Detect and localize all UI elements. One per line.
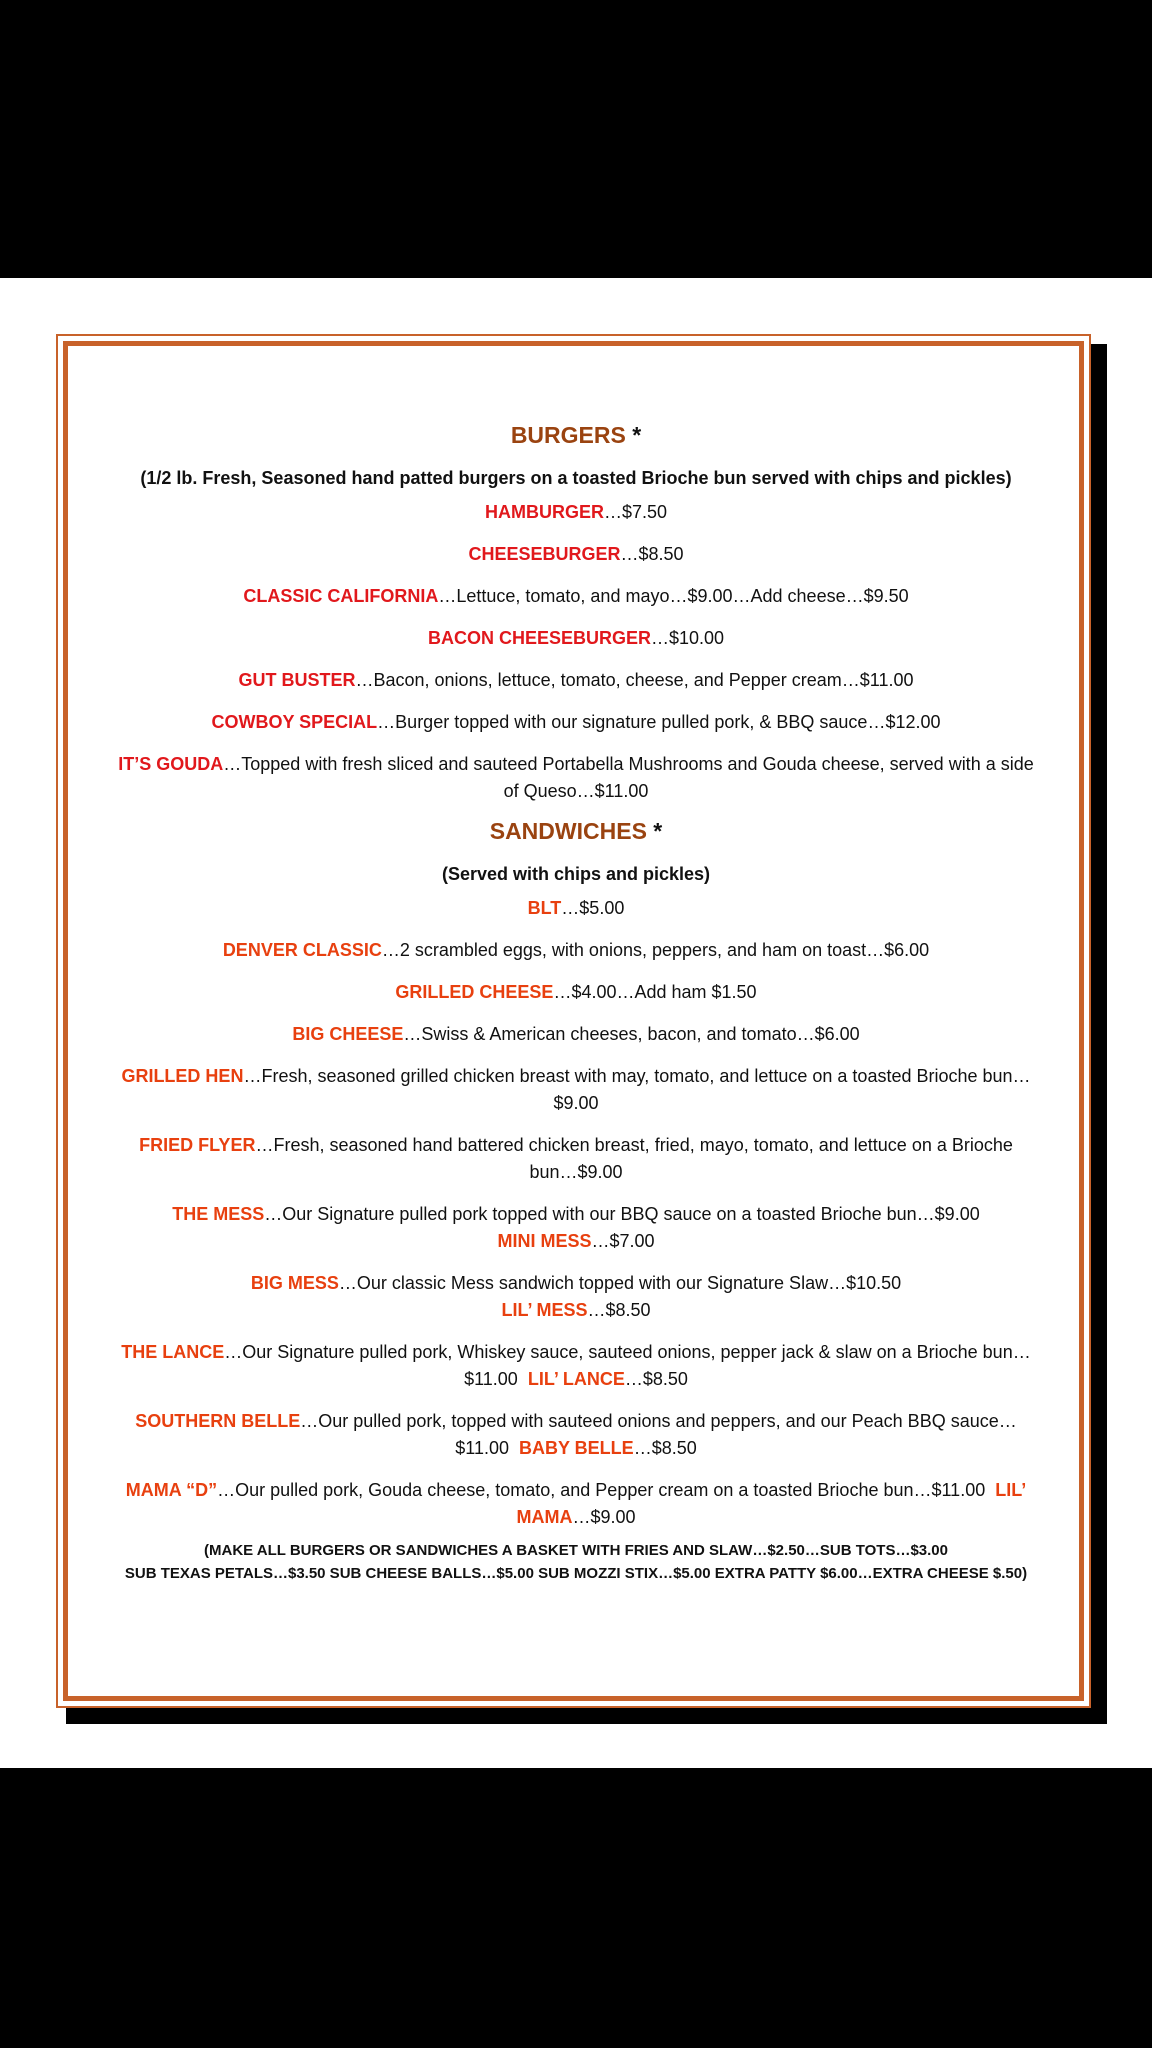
item-desc: …Swiss & American cheeses, bacon, and tomato…$6.00 xyxy=(403,1024,860,1044)
item-name: BACON CHEESEBURGER xyxy=(427,628,651,648)
item-name: DENVER CLASSIC xyxy=(222,940,382,960)
item-name: CLASSIC CALIFORNIA xyxy=(243,586,439,606)
menu-item-mama-d xyxy=(118,1477,1034,1531)
item-name: MAMA “D” xyxy=(125,1480,218,1500)
item-desc: …Our classic Mess sandwich topped with our Signature Slaw…$10.50 xyxy=(338,1273,902,1293)
menu-item-hamburger xyxy=(118,499,1034,526)
menu-item-the-lance xyxy=(118,1339,1034,1393)
item-desc: …Our Signature pulled pork topped with our BBQ sauce on a toasted Brioche bun…$9.00 xyxy=(264,1204,980,1224)
item-name: HAMBURGER xyxy=(484,502,604,522)
sub-item-name: LIL’ MAMA xyxy=(516,1480,1027,1527)
item-desc: …Burger topped with our signature pulled pork, & BBQ sauce…$12.00 xyxy=(377,712,941,732)
item-desc: …Lettuce, tomato, and mayo…$9.00…Add cheese…$9.50 xyxy=(438,586,909,606)
item-name: GRILLED CHEESE xyxy=(395,982,554,1002)
item-name: BLT xyxy=(527,898,562,918)
item-desc: …$4.00…Add ham $1.50 xyxy=(553,982,757,1002)
menu-item-big-cheese xyxy=(118,1021,1034,1048)
menu-item-fried-flyer xyxy=(118,1132,1034,1186)
burgers-title: BURGERS * xyxy=(510,422,642,448)
item-name: THE MESS xyxy=(172,1204,265,1224)
item-desc: …Our pulled pork, topped with sauteed onions and peppers, and our Peach BBQ sauce…$11.00 xyxy=(300,1411,1017,1458)
sandwiches-title: SANDWICHES * xyxy=(489,818,663,844)
item-desc: …Bacon, onions, lettuce, tomato, cheese, and Pepper cream…$11.00 xyxy=(355,670,914,690)
menu-item-cheeseburger xyxy=(118,541,1034,568)
menu-content xyxy=(118,413,1034,1585)
item-desc: …Fresh, seasoned hand battered chicken breast, fried, mayo, tomato, and lettuce on a Brioche bun…$9.00 xyxy=(255,1135,1013,1182)
item-name: FRIED FLYER xyxy=(139,1135,256,1155)
burgers-subtitle: (1/2 lb. Fresh, Seasoned hand patted burgers on a toasted Brioche bun served with chips and pickles) xyxy=(140,468,1012,488)
item-desc: …$7.50 xyxy=(603,502,668,522)
menu-item-grilled-cheese xyxy=(118,979,1034,1006)
item-desc: …$8.50 xyxy=(620,544,684,564)
item-name: CHEESEBURGER xyxy=(468,544,621,564)
item-desc: …$5.00 xyxy=(561,898,625,918)
sub-item-name: LIL’ LANCE xyxy=(527,1369,625,1389)
menu-item-the-mess xyxy=(118,1201,1034,1255)
item-name: COWBOY SPECIAL xyxy=(211,712,378,732)
menu-item-cowboy-special xyxy=(118,709,1034,736)
item-desc: …Fresh, seasoned grilled chicken breast with may, tomato, and lettuce on a toasted Brioche bun…$9.00 xyxy=(243,1066,1031,1113)
menu-item-denver-classic xyxy=(118,937,1034,964)
sub-item-desc: …$7.00 xyxy=(591,1231,655,1251)
item-name: THE LANCE xyxy=(121,1342,225,1362)
menu-item-bacon-cheeseburger xyxy=(118,625,1034,652)
item-name: SOUTHERN BELLE xyxy=(135,1411,301,1431)
sub-item-desc: …$9.00 xyxy=(572,1507,636,1527)
sub-item-name: BABY BELLE xyxy=(519,1438,634,1458)
item-desc: …$10.00 xyxy=(650,628,725,648)
item-name: IT’S GOUDA xyxy=(118,754,224,774)
sub-item-desc: …$8.50 xyxy=(587,1300,651,1320)
menu-item-big-mess xyxy=(118,1270,1034,1324)
sub-item-desc: …$8.50 xyxy=(633,1438,697,1458)
menu-item-gut-buster xyxy=(118,667,1034,694)
menu-item-classic-california xyxy=(118,583,1034,610)
menu-item-southern-belle xyxy=(118,1408,1034,1462)
item-name: GRILLED HEN xyxy=(121,1066,244,1086)
sub-item-name: LIL’ MESS xyxy=(501,1300,588,1320)
item-desc: …Topped with fresh sliced and sauteed Portabella Mushrooms and Gouda cheese, served with a side of Queso…$11.00 xyxy=(223,754,1034,801)
item-desc: …Our Signature pulled pork, Whiskey sauce, sauteed onions, pepper jack & slaw on a Brioche bun…$11.00 xyxy=(224,1342,1031,1389)
menu-item-its-gouda xyxy=(118,751,1034,805)
menu-item-blt xyxy=(118,895,1034,922)
sub-item-name: MINI MESS xyxy=(497,1231,592,1251)
menu-page xyxy=(0,278,1152,1768)
sub-item-desc: …$8.50 xyxy=(624,1369,688,1389)
item-name: BIG CHEESE xyxy=(292,1024,404,1044)
item-desc: …Our pulled pork, Gouda cheese, tomato, and Pepper cream on a toasted Brioche bun…$11.00 xyxy=(217,1480,986,1500)
item-name: BIG MESS xyxy=(250,1273,339,1293)
basket-note: (MAKE ALL BURGERS OR SANDWICHES A BASKET WITH FRIES AND SLAW…$2.50…SUB TOTS…$3.00 SUB TEXAS PETALS…$3.50 SUB CHEESE BALLS…$5.00 SUB MOZZI STIX…$5.00 EXTRA PATTY $6.00…EXTRA CHEESE $.50) xyxy=(124,1542,1028,1582)
item-name: GUT BUSTER xyxy=(238,670,356,690)
item-desc: …2 scrambled eggs, with onions, peppers, and ham on toast…$6.00 xyxy=(381,940,930,960)
menu-item-grilled-hen xyxy=(118,1063,1034,1117)
sandwiches-subtitle: (Served with chips and pickles) xyxy=(441,864,711,884)
